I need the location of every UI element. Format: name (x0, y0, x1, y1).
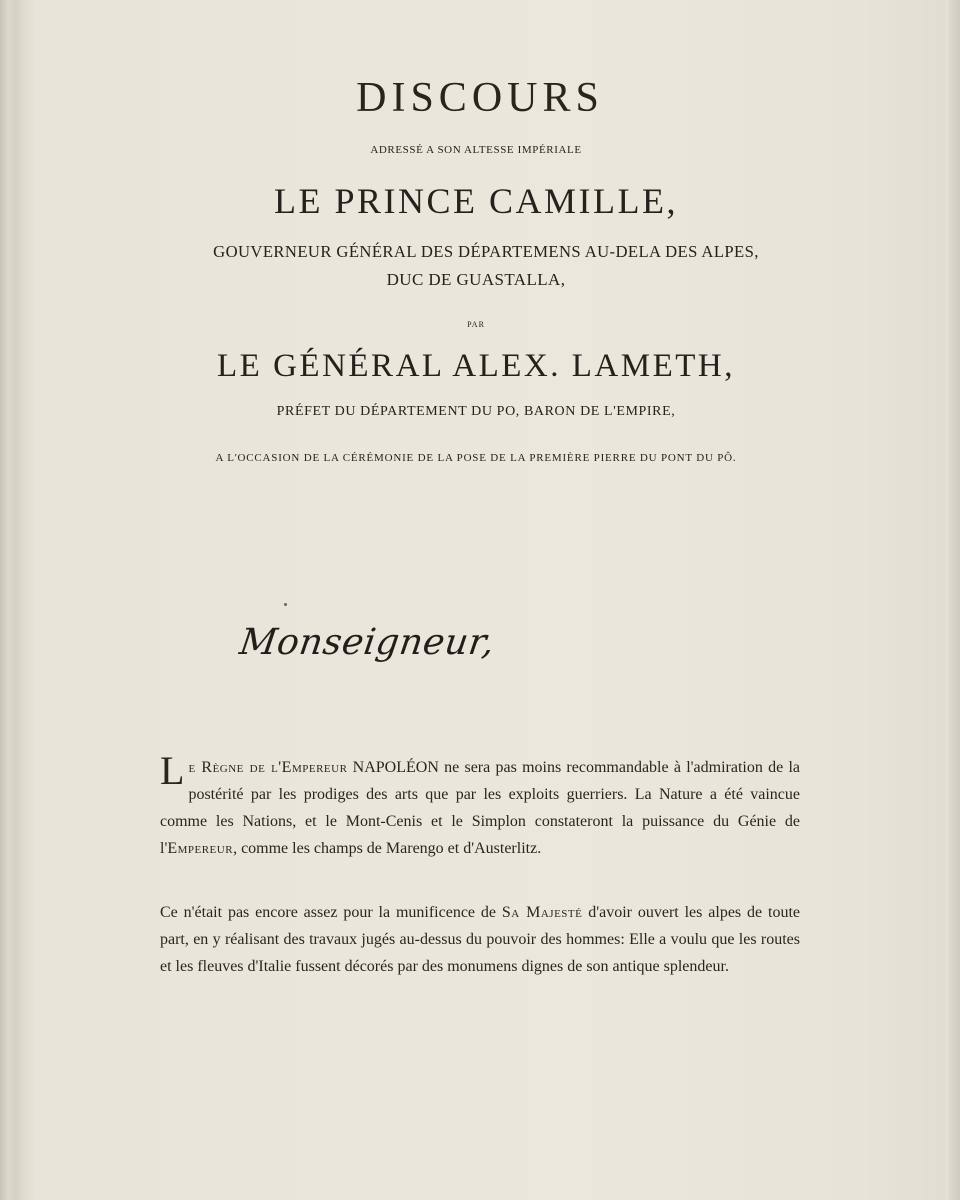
paragraph-2 (160, 899, 800, 980)
paragraph-2-text-2: d'avoir ouvert les alpes de toute part, en y réalisant des travaux jugés au-dessus du pouvoir des hommes: Elle a voulu que les routes et les fleuves d'Italie fussent décorés par des monumens dignes de son antique splendeur. (160, 904, 800, 975)
paragraph-1 (160, 748, 800, 862)
paragraph-1-text-1: ne sera pas moins recommandable à l'admiration de la postérité par les prodiges des arts que par les exploits guerriers. La Nature a été vaincue comme les Nations, et le Mont-Cenis et le Simplon constateront la puissance du Génie de l' (160, 759, 800, 857)
paragraph-1-text-2: , comme les champs de Marengo et d'Austerlitz. (233, 840, 542, 857)
emperor-word: Empereur (281, 759, 348, 776)
author-title: PRÉFET DU DÉPARTEMENT DU PO, BARON DE L'EMPIRE, (276, 404, 676, 419)
recipient-title-governor: GOUVERNEUR GÉNÉRAL DES DÉPARTEMENS AU-DELA DES ALPES, (213, 242, 759, 261)
paragraph-1-lead: e Règne de l' (188, 759, 282, 776)
napoleon-name: NAPOLÉON (352, 759, 439, 776)
document-title: DISCOURS (356, 75, 604, 121)
addressed-line: ADRESSÉ A SON ALTESSE IMPÉRIALE (370, 144, 582, 156)
recipient-title-duke: DUC DE GUASTALLA, (386, 270, 566, 289)
occasion-line: A L'OCCASION DE LA CÉRÉMONIE DE LA POSE DE LA PREMIÈRE PIERRE DU PONT DU PÔ. (215, 452, 737, 464)
ink-speck (284, 603, 287, 606)
salutation: Monseigneur, (237, 622, 498, 663)
majesty-words: Sa Majesté (501, 904, 583, 921)
emperor-word-2: Empereur (167, 840, 234, 857)
drop-cap: L (160, 748, 185, 793)
paragraph-2-text-1: Ce n'était pas encore assez pour la munificence de (160, 904, 502, 921)
recipient-name: LE PRINCE CAMILLE, (274, 181, 678, 221)
author-name: LE GÉNÉRAL ALEX. LAMETH, (217, 348, 735, 384)
by-line: PAR (467, 320, 485, 329)
